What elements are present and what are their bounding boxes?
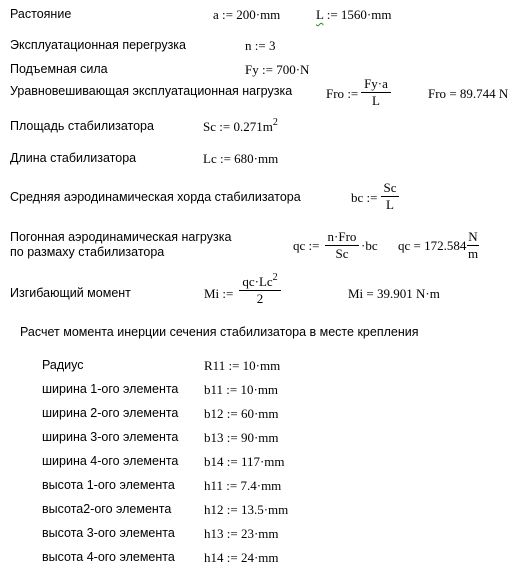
param-var: R11 — [204, 358, 226, 373]
Fy-assign: := — [261, 62, 273, 77]
param-label: ширина 2-ого элемента — [42, 406, 179, 420]
Fro-result-var: Fro — [428, 86, 447, 101]
n-assign: := — [254, 38, 266, 53]
Fro-assign: := — [347, 86, 359, 101]
n-value: 3 — [268, 38, 276, 53]
param-value: 23·mm — [240, 526, 279, 541]
Mi-numerator-text: qc·Lc — [242, 274, 273, 289]
qc-denominator: Sc — [335, 246, 349, 261]
param-assign: := — [226, 382, 238, 397]
running-load-label-line1: Погонная аэродинамическая нагрузка — [10, 230, 232, 244]
Fro-var: Fro — [326, 86, 345, 101]
a-value: 200·mm — [236, 7, 281, 22]
Fy-definition[interactable] — [245, 62, 309, 77]
Mi-result-var: Mi — [348, 286, 364, 301]
Mi-assign: := — [222, 286, 234, 301]
Mi-result-eq: = — [366, 286, 374, 301]
bc-var: bc — [351, 190, 364, 205]
n-definition[interactable] — [245, 38, 275, 53]
qc-numerator: n·Fro — [325, 230, 359, 246]
param-label: Радиус — [42, 358, 84, 372]
param-label: ширина 1-ого элемента — [42, 382, 179, 396]
param-assign: := — [226, 454, 238, 469]
param-definition[interactable] — [204, 526, 279, 541]
bc-denominator: L — [386, 197, 394, 212]
param-label: высота 4-ого элемента — [42, 550, 175, 564]
Lc-assign: := — [219, 151, 231, 166]
area-label: Площадь стабилизатора — [10, 119, 154, 133]
Mi-var: Mi — [204, 286, 220, 301]
param-var: h12 — [204, 502, 224, 517]
qc-unit-fraction — [467, 230, 479, 261]
param-var: h14 — [204, 550, 224, 565]
param-assign: := — [226, 550, 238, 565]
param-value: 7.4·mm — [240, 478, 282, 493]
param-definition[interactable] — [204, 454, 285, 469]
param-var: h13 — [204, 526, 224, 541]
qc-result-value: 172.584 — [424, 238, 467, 253]
param-definition[interactable] — [204, 430, 279, 445]
L-var: L — [316, 7, 324, 22]
param-value: 10·mm — [242, 358, 281, 373]
param-value: 13.5·mm — [240, 502, 289, 517]
Mi-denominator: 2 — [256, 291, 264, 306]
Fy-var: Fy — [245, 62, 259, 77]
param-var: b11 — [204, 382, 224, 397]
param-definition[interactable] — [204, 358, 280, 373]
Lc-var: Lc — [203, 151, 217, 166]
qc-definition-lhs[interactable] — [293, 238, 319, 253]
param-assign: := — [226, 526, 238, 541]
qc-unit-numerator: N — [468, 229, 478, 244]
Mi-definition-lhs[interactable] — [204, 286, 233, 301]
n-var: n — [245, 38, 252, 53]
qc-fraction — [325, 230, 359, 261]
param-label: ширина 3-ого элемента — [42, 430, 179, 444]
Fro-result-value: 89.744 N — [459, 86, 509, 101]
Fro-denominator: L — [372, 93, 380, 108]
Fro-fraction — [361, 77, 391, 108]
param-var: b13 — [204, 430, 224, 445]
param-definition[interactable] — [204, 382, 278, 397]
param-var: h11 — [204, 478, 224, 493]
Mi-fraction — [239, 272, 281, 306]
a-assign: := — [222, 7, 233, 22]
qc-var: qc — [293, 238, 306, 253]
qc-tail: ·bc — [361, 238, 378, 253]
Fro-numerator: Fy·a — [361, 77, 391, 93]
qc-result-var: qc — [398, 238, 411, 253]
param-label: высота 3-ого элемента — [42, 526, 175, 540]
distance-label: Растояние — [10, 7, 72, 21]
Sc-assign: := — [219, 119, 231, 134]
param-value: 90·mm — [240, 430, 279, 445]
qc-result-eq: = — [413, 238, 421, 253]
Sc-exponent: 2 — [272, 117, 278, 128]
section-title: Расчет момента инерции сечения стабилизатора в месте крепления — [20, 325, 419, 339]
bc-definition-lhs[interactable] — [351, 190, 377, 205]
Sc-value: 0.271m — [233, 119, 273, 134]
Mi-numerator — [239, 272, 281, 291]
a-var: a — [213, 7, 219, 22]
param-label: высота2-ого элемента — [42, 502, 172, 516]
Mi-numerator-exponent: 2 — [272, 272, 278, 283]
param-assign: := — [228, 358, 240, 373]
param-assign: := — [226, 406, 238, 421]
Lc-definition[interactable] — [203, 151, 278, 166]
L-assign: := — [326, 7, 338, 22]
qc-result[interactable] — [398, 238, 466, 253]
Mi-result[interactable] — [348, 286, 440, 301]
param-assign: := — [226, 478, 238, 493]
length-label: Длина стабилизатора — [10, 151, 137, 165]
L-definition[interactable] — [316, 7, 391, 22]
Mi-result-value: 39.901 N·m — [377, 286, 440, 301]
balance-label: Уравновешивающая эксплуатационная нагрузка — [10, 84, 293, 98]
param-assign: := — [226, 430, 238, 445]
running-load-label-line2: по размаху стабилизатора — [10, 245, 165, 259]
Fro-result[interactable] — [428, 86, 508, 101]
moment-label: Изгибающий момент — [10, 286, 131, 300]
param-value: 24·mm — [240, 550, 279, 565]
param-var: b14 — [204, 454, 224, 469]
overload-label: Эксплуатационная перегрузка — [10, 38, 186, 52]
chord-label: Средняя аэродинамическая хорда стабилизатора — [10, 190, 301, 204]
qc-unit-denominator: m — [467, 246, 479, 261]
Fro-definition-lhs[interactable] — [326, 86, 358, 101]
param-value: 117·mm — [240, 454, 285, 469]
param-label: ширина 4-ого элемента — [42, 454, 179, 468]
qc-assign: := — [308, 238, 320, 253]
Sc-var: Sc — [203, 119, 216, 134]
bc-numerator: Sc — [381, 181, 399, 197]
param-value: 10·mm — [240, 382, 279, 397]
a-definition[interactable] — [213, 7, 280, 22]
param-label: высота 1-ого элемента — [42, 478, 175, 492]
L-value: 1560·mm — [340, 7, 392, 22]
Lc-value: 680·mm — [234, 151, 279, 166]
bc-fraction — [381, 181, 399, 212]
Sc-definition[interactable] — [203, 119, 278, 134]
param-definition[interactable] — [204, 478, 281, 493]
param-definition[interactable] — [204, 502, 288, 517]
param-definition[interactable] — [204, 550, 279, 565]
param-assign: := — [226, 502, 238, 517]
Fy-value: 700·N — [276, 62, 310, 77]
Fro-result-eq: = — [449, 86, 457, 101]
param-value: 60·mm — [240, 406, 279, 421]
bc-assign: := — [366, 190, 378, 205]
lift-label: Подъемная сила — [10, 62, 108, 76]
param-var: b12 — [204, 406, 224, 421]
param-definition[interactable] — [204, 406, 279, 421]
